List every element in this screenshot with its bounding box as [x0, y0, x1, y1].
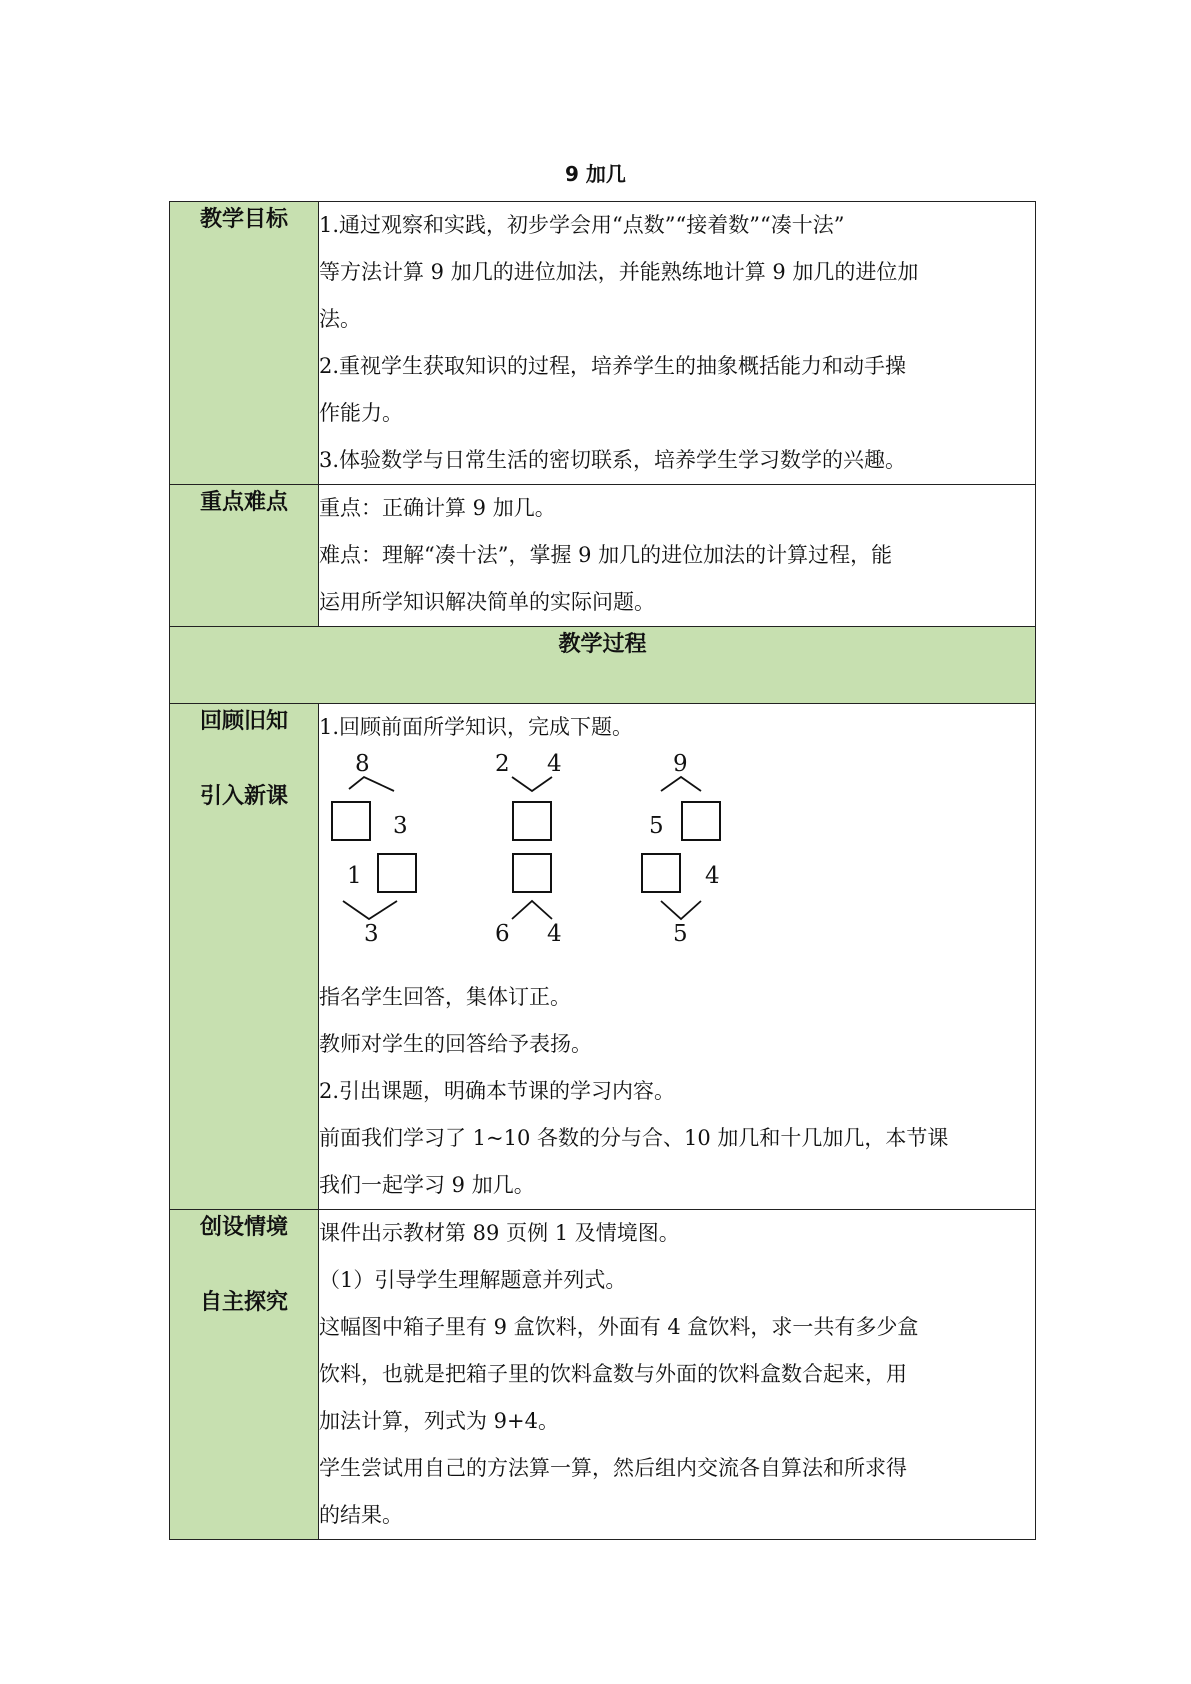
goals-content [319, 202, 1036, 485]
explore-line: 加法计算，列式为 9+4。 [319, 1409, 559, 1433]
explore-label: 创设情境 自主探究 [170, 1210, 319, 1540]
explore-line: （1）引导学生理解题意并列式。 [319, 1268, 627, 1292]
answer-box [512, 853, 552, 893]
review-content [319, 704, 1036, 1210]
keypoints-label: 重点难点 [170, 485, 319, 627]
bond-number: 4 [547, 921, 562, 947]
review-intro: 1.回顾前面所学知识，完成下题。 [319, 715, 634, 739]
review-line: 2.引出课题，明确本节课的学习内容。 [319, 1079, 676, 1103]
keypoints-line: 重点：正确计算 9 加几。 [319, 496, 556, 520]
keypoints-row [170, 485, 1036, 627]
bond-number: 2 [495, 751, 510, 777]
bond-number: 9 [673, 751, 688, 777]
explore-line: 这幅图中箱子里有 9 盒饮料，外面有 4 盒饮料，求一共有多少盒 [319, 1315, 919, 1339]
keypoints-content [319, 485, 1036, 627]
review-line: 教师对学生的回答给予表扬。 [319, 1032, 592, 1056]
goals-line: 作能力。 [319, 401, 403, 425]
bond-number: 4 [705, 863, 720, 889]
bond-number: 3 [393, 813, 408, 839]
keypoints-line: 运用所学知识解决简单的实际问题。 [319, 590, 655, 614]
explore-line: 学生尝试用自己的方法算一算，然后组内交流各自算法和所求得 [319, 1456, 907, 1480]
review-line: 指名学生回答，集体订正。 [319, 985, 571, 1009]
bond-number: 3 [364, 921, 379, 947]
explore-line: 饮料，也就是把箱子里的饮料盒数与外面的饮料盒数合起来，用 [319, 1362, 907, 1386]
explore-line: 课件出示教材第 89 页例 1 及情境图。 [319, 1221, 680, 1245]
goals-line: 2.重视学生获取知识的过程，培养学生的抽象概括能力和动手操 [319, 354, 907, 378]
review-line: 我们一起学习 9 加几。 [319, 1173, 535, 1197]
answer-box [331, 801, 371, 841]
goals-line: 法。 [319, 307, 361, 331]
answer-box [681, 801, 721, 841]
answer-box [512, 801, 552, 841]
goals-label: 教学目标 [170, 202, 319, 485]
bond-number: 5 [673, 921, 688, 947]
goals-row [170, 202, 1036, 485]
keypoints-line: 难点：理解“凑十法”，掌握 9 加几的进位加法的计算过程，能 [319, 543, 893, 567]
goals-line: 1.通过观察和实践，初步学会用“点数”“接着数”“凑十法” [319, 213, 845, 237]
bond-number: 4 [547, 751, 562, 777]
bond-number: 8 [355, 751, 370, 777]
explore-line: 的结果。 [319, 1503, 403, 1527]
bond-number: 6 [495, 921, 510, 947]
review-label: 回顾旧知 引入新课 [170, 704, 319, 1210]
answer-box [377, 853, 417, 893]
bond-number: 1 [347, 863, 362, 889]
goals-line: 等方法计算 9 加几的进位加法，并能熟练地计算 9 加几的进位加 [319, 260, 919, 284]
number-bond-figures [319, 753, 1035, 968]
page-title: 9 加几 [565, 162, 626, 186]
goals-line: 3.体验数学与日常生活的密切联系，培养学生学习数学的兴趣。 [319, 448, 907, 472]
explore-row [170, 1210, 1036, 1540]
explore-content [319, 1210, 1036, 1540]
bond-number: 5 [649, 813, 664, 839]
answer-box [641, 853, 681, 893]
process-header: 教学过程 [170, 627, 1036, 704]
process-header-row [170, 627, 1036, 704]
review-row [170, 704, 1036, 1210]
review-line: 前面我们学习了 1~10 各数的分与合、10 加几和十几加几，本节课 [319, 1126, 949, 1150]
lesson-plan-table [169, 201, 1036, 1540]
